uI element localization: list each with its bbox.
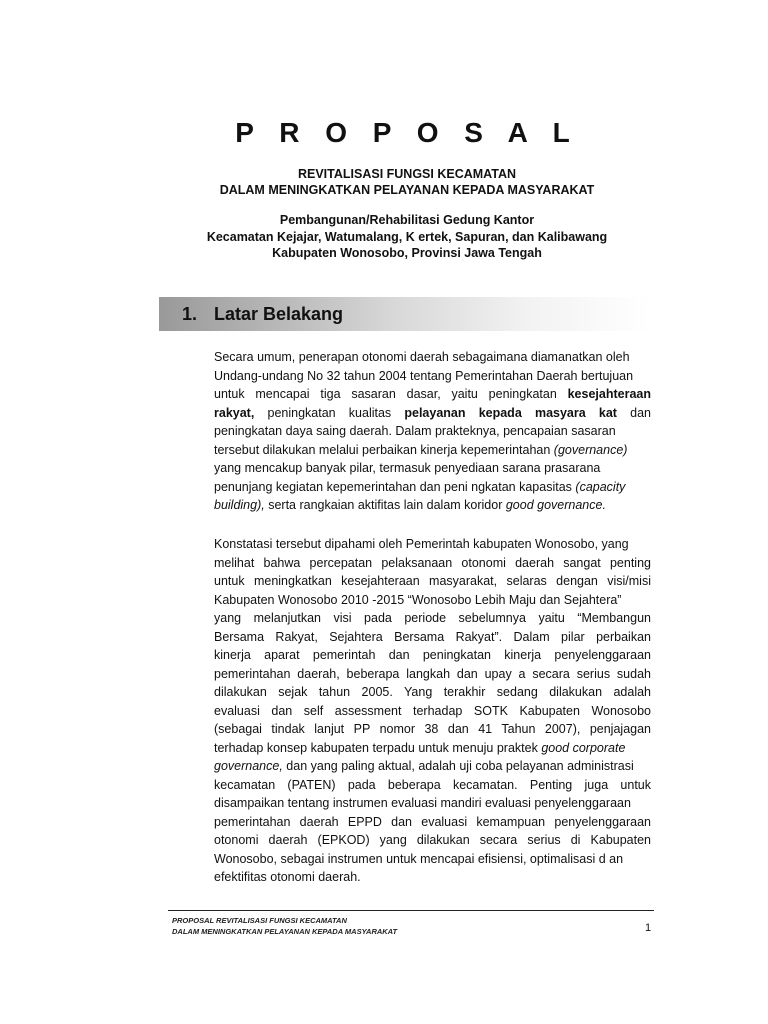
subtitle-line-1: REVITALISASI FUNGSI KECAMATAN xyxy=(297,167,517,181)
paragraph-line xyxy=(214,404,651,423)
paragraph-line: yang mencakup banyak pilar, termasuk penyediaan sarana prasarana xyxy=(214,461,601,475)
page-number: 1 xyxy=(645,922,652,934)
text-run: terhadap konsep kabupaten terpadu untuk menuju praktek xyxy=(214,740,538,755)
text-run: peningkatan kualitas xyxy=(267,405,392,420)
paragraph-line xyxy=(214,757,651,776)
bold-text: kesejahteraan xyxy=(567,387,651,401)
paragraph-line: (sebagai tindak lanjut PP nomor 38 dan 41 Tahun 2007), penjajagan xyxy=(214,722,651,736)
paragraph-line xyxy=(214,385,651,404)
paragraph-line: kinerja aparat pemerintah dan peningkatan kinerja penyelenggaraan xyxy=(214,648,651,662)
paragraph-line xyxy=(214,496,651,515)
project-description xyxy=(0,212,768,262)
text-run: tersebut dilakukan melalui perbaikan kinerja kepemerintahan xyxy=(214,442,551,457)
paragraph-line: Secara umum, penerapan otonomi daerah sebagaimana diamanatkan oleh xyxy=(214,350,630,364)
italic-text: governance, xyxy=(214,759,283,773)
text-run: serta rangkaian aktifitas lain dalam koridor xyxy=(268,498,503,512)
italic-text: good corporate xyxy=(541,740,626,755)
italic-text: (capacity xyxy=(575,479,626,494)
paragraph-line: Bersama Rakyat, Sejahtera Bersama Rakyat”. Dalam pilar perbaikan xyxy=(214,629,651,644)
text-run: untuk mencapai tiga sasaran dasar, yaitu peningkatan xyxy=(214,387,557,401)
italic-text: (governance) xyxy=(553,442,628,457)
paragraph-line: Wonosobo, sebagai instrumen untuk mencapai efisiensi, optimalisasi d an xyxy=(214,851,624,866)
paragraph-line: efektifitas otonomi daerah. xyxy=(214,870,361,884)
paragraph-latar-belakang-1 xyxy=(214,348,651,515)
text-run: penunjang kegiatan kepemerintahan dan peni ngkatan kapasitas xyxy=(214,479,572,494)
paragraph-line: evaluasi dan self assessment terhadap SOTK Kabupaten Wonosobo xyxy=(214,703,651,718)
paragraph-line: Undang-undang No 32 tahun 2004 tentang Pemerintahan Daerah bertujuan xyxy=(214,368,634,383)
bold-text: rakyat, xyxy=(214,405,255,420)
paragraph-line: otonomi daerah (EPKOD) yang dilakukan secara serius di Kabupaten xyxy=(214,833,651,847)
italic-text: building), xyxy=(214,498,265,512)
paragraph-line: untuk meningkatkan kesejahteraan masyarakat, selaras dengan visi/misi xyxy=(214,574,651,588)
paragraph-line: peningkatan daya saing daerah. Dalam prakteknya, pencapaian sasaran xyxy=(214,424,616,438)
paragraph-latar-belakang-2 xyxy=(214,535,651,887)
subtitle-line-2: DALAM MENINGKATKAN PELAYANAN KEPADA MASYARAKAT xyxy=(219,183,595,197)
paragraph-line: kecamatan (PATEN) pada beberapa kecamatan. Penting juga untuk xyxy=(214,777,651,792)
footer-line-1: PROPOSAL REVITALISASI FUNGSI KECAMATAN xyxy=(172,916,347,925)
italic-text: good governance. xyxy=(505,498,606,512)
paragraph-line: Konstatasi tersebut dipahami oleh Pemerintah kabupaten Wonosobo, yang xyxy=(214,537,629,551)
paragraph-line: melihat bahwa percepatan pelaksanaan otonomi daerah sangat penting xyxy=(214,555,651,570)
paragraph-line: Kabupaten Wonosobo 2010 -2015 “Wonosobo Lebih Maju dan Sejahtera” xyxy=(214,592,622,607)
text-run: dan yang paling aktual, adalah uji coba pelayanan administrasi xyxy=(286,759,634,773)
project-line-2: Kecamatan Kejajar, Watumalang, K ertek, Sapuran, dan Kalibawang xyxy=(206,229,608,244)
paragraph-line: disampaikan tentang instrumen evaluasi mandiri evaluasi penyelenggaraan xyxy=(214,796,631,810)
bold-text: pelayanan kepada masyara kat xyxy=(404,405,617,420)
paragraph-line xyxy=(214,441,651,460)
footer-caption xyxy=(172,916,397,937)
paragraph-line xyxy=(214,739,651,758)
paragraph-line: pemerintahan daerah, beberapa langkah dan upay a secara serius sudah xyxy=(214,666,651,681)
footer-divider xyxy=(168,910,654,911)
section-heading-bar xyxy=(159,297,650,331)
project-line-1: Pembangunan/Rehabilitasi Gedung Kantor xyxy=(279,213,535,227)
footer-line-2: DALAM MENINGKATKAN PELAYANAN KEPADA MASYARAKAT xyxy=(172,926,398,936)
text-run: dan xyxy=(630,405,651,420)
section-number: 1. xyxy=(182,304,198,324)
paragraph-line: dilakukan sejak tahun 2005. Yang terakhir sedang dilakukan adalah xyxy=(214,685,651,699)
section-title: Latar Belakang xyxy=(214,304,344,324)
paragraph-line: pemerintahan daerah EPPD dan evaluasi kemampuan penyelenggaraan xyxy=(214,814,651,829)
project-line-3: Kabupaten Wonosobo, Provinsi Jawa Tengah xyxy=(272,246,542,260)
document-title: P R O P O S A L xyxy=(235,117,579,148)
paragraph-line xyxy=(214,478,651,497)
document-subtitle xyxy=(0,166,768,198)
paragraph-line: yang melanjutkan visi pada periode sebelumnya yaitu “Membangun xyxy=(214,611,651,625)
